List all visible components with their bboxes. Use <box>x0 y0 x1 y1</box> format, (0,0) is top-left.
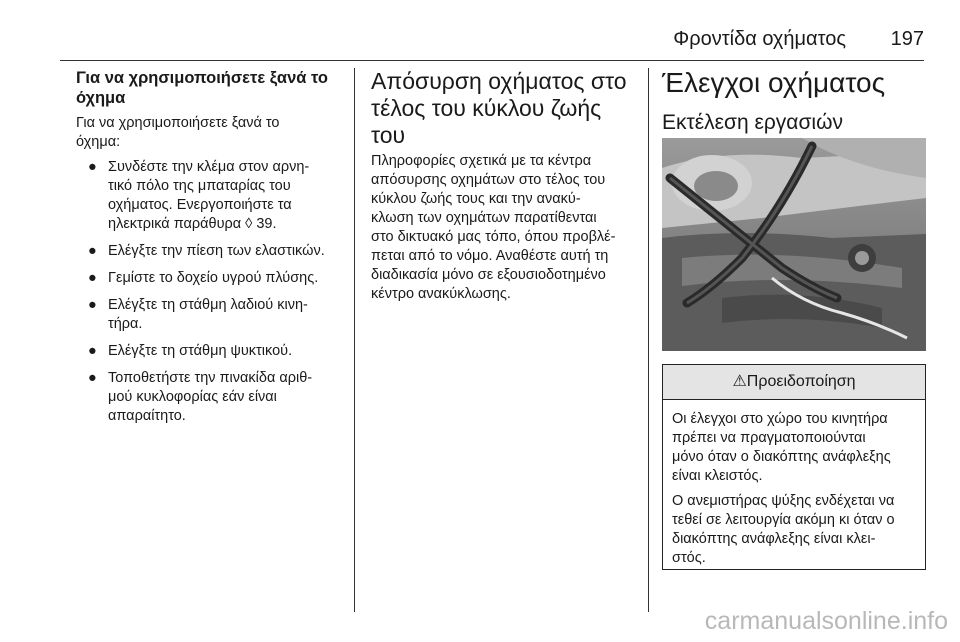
column-vehicle-checks <box>662 68 926 136</box>
end-of-life-heading: Απόσυρση οχήματος στο τέλος του κύκλου ζωής του <box>371 68 627 148</box>
warning-box <box>662 364 926 570</box>
page-header <box>60 22 924 62</box>
page-header-title: Φροντίδα οχήματος <box>673 28 846 50</box>
warning-header <box>663 365 925 400</box>
header-rule <box>60 60 924 61</box>
list-item: ● Τοποθετήστε την πινακίδα αριθ- μού κυκλοφορίας εάν είναι απαραίτητο. <box>88 370 313 424</box>
list-item: ● Συνδέστε την κλέμα στον αρνη- τικό πόλο της μπαταρίας του οχήματος. Ενεργοποιήστε τα ηλεκτρικά παράθυρα ◊ 39. <box>88 159 310 232</box>
vehicle-checks-title: Έλεγχοι οχήματος <box>662 67 886 98</box>
end-of-life-text: Πληροφορίες σχετικά με τα κέντρα απόσυρσης οχημάτων στο τέλος του κύκλου ζωής τους και την ανακύ- κλωση των οχημάτων παρατίθενται στο δικτυακό μας τόπο, όπου προβλέ- πεται από το νόμο. Αναθέστε αυτή τη διαδικασία μόνο σε εξουσιοδοτημένο κέντρο ανακύκλωσης. <box>371 153 616 302</box>
reuse-checklist <box>76 158 344 426</box>
column-reuse <box>76 68 344 434</box>
warning-paragraph: Οι έλεγχοι στο χώρο του κινητήρα πρέπει να πραγματοποιούνται μόνο όταν ο διακόπτης ανάφλεξης είναι κλειστός. <box>672 411 891 484</box>
list-item: ● Ελέγξτε την πίεση των ελαστικών. <box>88 243 325 259</box>
warning-triangle-icon: ⚠ <box>732 373 747 390</box>
engine-bay-photo <box>662 138 926 351</box>
vehicle-checks-subtitle: Εκτέλεση εργασιών <box>662 111 843 134</box>
reuse-heading: Για να χρησιμοποιήσετε ξανά το όχημα <box>76 69 328 107</box>
reuse-intro: Για να χρησιμοποιήσετε ξανά το όχημα: <box>76 115 280 150</box>
list-item: ● Ελέγξτε τη στάθμη ψυκτικού. <box>88 343 293 359</box>
list-item: ● Ελέγξτε τη στάθμη λαδιού κινη- τήρα. <box>88 297 308 332</box>
warning-paragraph: Ο ανεμιστήρας ψύξης ενδέχεται να τεθεί σε λειτουργία ακόμη κι όταν ο διακόπτης ανάφλεξης είναι κλει- στός. <box>672 493 895 566</box>
warning-title: Προειδοποίηση <box>746 373 856 390</box>
column-end-of-life <box>371 68 635 304</box>
warning-body <box>663 400 925 568</box>
watermark: carmanualsonline.info <box>704 607 948 635</box>
list-item: ● Γεμίστε το δοχείο υγρού πλύσης. <box>88 270 319 286</box>
column-divider-left <box>354 68 355 612</box>
column-divider-right <box>648 68 649 612</box>
page-number: 197 <box>890 28 924 50</box>
